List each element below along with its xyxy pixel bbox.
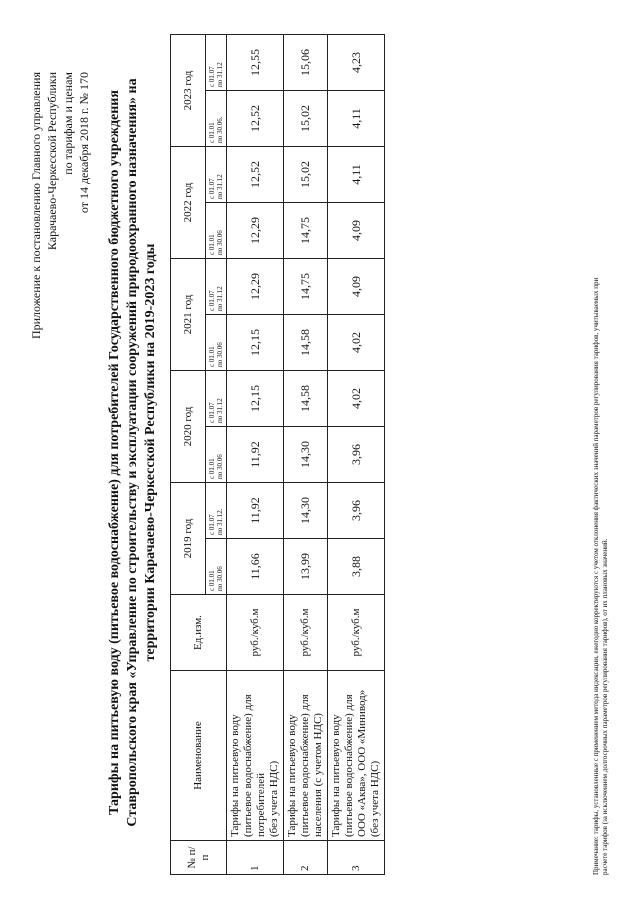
period-from: с 01.07 — [208, 514, 216, 535]
header-unit: Ед.изм. — [171, 595, 227, 671]
approval-line-3: по тарифам и ценам — [61, 72, 75, 175]
document-title — [106, 50, 160, 855]
tariff-value: 4,02 — [328, 371, 385, 427]
tariff-value: 15,02 — [284, 147, 328, 203]
row-name-line: потребителей — [255, 773, 267, 837]
row-number: 2 — [284, 841, 328, 875]
approval-line-2: Карачаево-Черкесской Республики — [45, 72, 59, 251]
period-from: с 01.01 — [208, 458, 216, 479]
period-to: по 31.12 — [216, 398, 224, 423]
header-year-2023: 2023 год — [171, 35, 206, 147]
header-name: Наименование — [171, 671, 227, 841]
tariff-value: 14,58 — [284, 315, 328, 371]
footnote — [592, 25, 610, 875]
title-line-3: территории Карачаево-Черкесской Республики на 2019-2023 годы — [143, 243, 158, 662]
tariff-value: 4,09 — [328, 203, 385, 259]
header-year-2022: 2022 год — [171, 147, 206, 259]
row-name — [284, 671, 328, 841]
header-period — [206, 91, 227, 147]
tariff-value: 4,11 — [328, 91, 385, 147]
tariff-value: 4,11 — [328, 147, 385, 203]
footnote-line-1: Примечание: тарифы, установленные с применением метода индексации, ежегодно корректируются с учетом отклонения фактических значений параметров регулирования тарифов, учитываемых при — [592, 277, 600, 875]
tariff-value: 14,30 — [284, 483, 328, 539]
period-from: с 01.07 — [208, 290, 216, 311]
row-unit: руб./куб.м — [284, 595, 328, 671]
approval-reference — [28, 72, 92, 382]
header-year-2019: 2019 год — [171, 483, 206, 595]
period-to: по 30.06 — [216, 342, 224, 367]
tariff-value: 12,52 — [227, 147, 284, 203]
tariff-value: 12,29 — [227, 203, 284, 259]
header-period — [206, 315, 227, 371]
tariff-value: 3,88 — [328, 539, 385, 595]
header-year-2020: 2020 год — [171, 371, 206, 483]
period-from: с 01.01 — [208, 570, 216, 591]
tariff-value: 15,06 — [284, 35, 328, 91]
approval-line-1: Приложение к постановлению Главного управления — [29, 72, 43, 340]
tariff-value: 14,75 — [284, 259, 328, 315]
row-name-line: Тарифы на питьевую воду — [286, 714, 298, 837]
row-unit: руб./куб.м — [227, 595, 284, 671]
header-period — [206, 539, 227, 595]
table-row — [284, 35, 328, 875]
row-number: 1 — [227, 841, 284, 875]
table-row — [227, 35, 284, 875]
tariff-value: 3,96 — [328, 483, 385, 539]
header-period — [206, 259, 227, 315]
tariff-value: 14,58 — [284, 371, 328, 427]
header-period — [206, 483, 227, 539]
title-line-2: Ставропольского края «Управление по строительству и эксплуатации сооружений природоохранного назначения» на — [125, 78, 140, 827]
header-row-years — [171, 35, 206, 875]
period-to: по 31.12 — [216, 62, 224, 87]
row-name-line: (питьевое водоснабжение) для — [299, 694, 311, 837]
period-from: с 01.01 — [208, 234, 216, 255]
approval-line-4: от 14 декабря 2018 г. № 170 — [77, 72, 91, 214]
tariff-value: 12,29 — [227, 259, 284, 315]
tariff-value: 11,66 — [227, 539, 284, 595]
row-name-line: Тарифы на питьевую воду — [330, 714, 342, 837]
title-line-1: Тарифы на питьевую воду (питьевое водоснабжение) для потребителей Государственного бюджетного учреждения — [107, 90, 122, 815]
header-period — [206, 35, 227, 91]
row-name-line: населения (с учетом НДС) — [312, 713, 324, 837]
period-from: с 01.01 — [208, 346, 216, 367]
period-to: по 30.06 — [216, 566, 224, 591]
footnote-line-2: расчете тарифов (за исключением долгосрочных параметров регулирования тарифов), от их плановых значений. — [601, 538, 609, 875]
row-name-line: Тарифы на питьевую воду — [229, 714, 241, 837]
tariff-value: 12,15 — [227, 371, 284, 427]
period-to: по 30.06 — [216, 230, 224, 255]
period-from: с 01.07 — [208, 66, 216, 87]
tariff-value: 14,75 — [284, 203, 328, 259]
row-name-line: (без учета НДС) — [268, 760, 280, 837]
tariff-value: 12,55 — [227, 35, 284, 91]
period-to: по 30.06 — [216, 454, 224, 479]
tariff-table-body — [227, 35, 385, 875]
row-name — [227, 671, 284, 841]
header-number: № п/п — [171, 841, 227, 875]
tariff-value: 4,23 — [328, 35, 385, 91]
table-row — [328, 35, 385, 875]
tariff-value: 14,30 — [284, 427, 328, 483]
tariff-value: 3,96 — [328, 427, 385, 483]
row-name — [328, 671, 385, 841]
row-name-line: ООО «Аква», ООО «Минивод» — [356, 689, 368, 837]
period-to: по 31.12 — [216, 174, 224, 199]
row-unit: руб./куб.м — [328, 595, 385, 671]
row-number: 3 — [328, 841, 385, 875]
header-period — [206, 203, 227, 259]
tariff-value: 11,92 — [227, 427, 284, 483]
period-from: с 01.01 — [208, 122, 216, 143]
row-name-line: (питьевое водоснабжение) для — [343, 694, 355, 837]
row-name-line: (питьевое водоснабжение) для — [242, 694, 254, 837]
header-year-2021: 2021 год — [171, 259, 206, 371]
header-period — [206, 427, 227, 483]
tariff-value: 4,02 — [328, 315, 385, 371]
tariff-value: 4,09 — [328, 259, 385, 315]
header-period — [206, 371, 227, 427]
period-from: с 01.07 — [208, 178, 216, 199]
tariff-table — [170, 34, 385, 875]
tariff-value: 11,92 — [227, 483, 284, 539]
tariff-value: 13,99 — [284, 539, 328, 595]
period-to: по 31.12. — [216, 508, 224, 535]
period-to: по 31.12 — [216, 286, 224, 311]
tariff-value: 12,52 — [227, 91, 284, 147]
row-name-line: (без учета НДС) — [369, 760, 381, 837]
header-period — [206, 147, 227, 203]
tariff-value: 15,02 — [284, 91, 328, 147]
period-to: по 30.06. — [216, 116, 224, 143]
tariff-value: 12,15 — [227, 315, 284, 371]
period-from: с 01.07 — [208, 402, 216, 423]
